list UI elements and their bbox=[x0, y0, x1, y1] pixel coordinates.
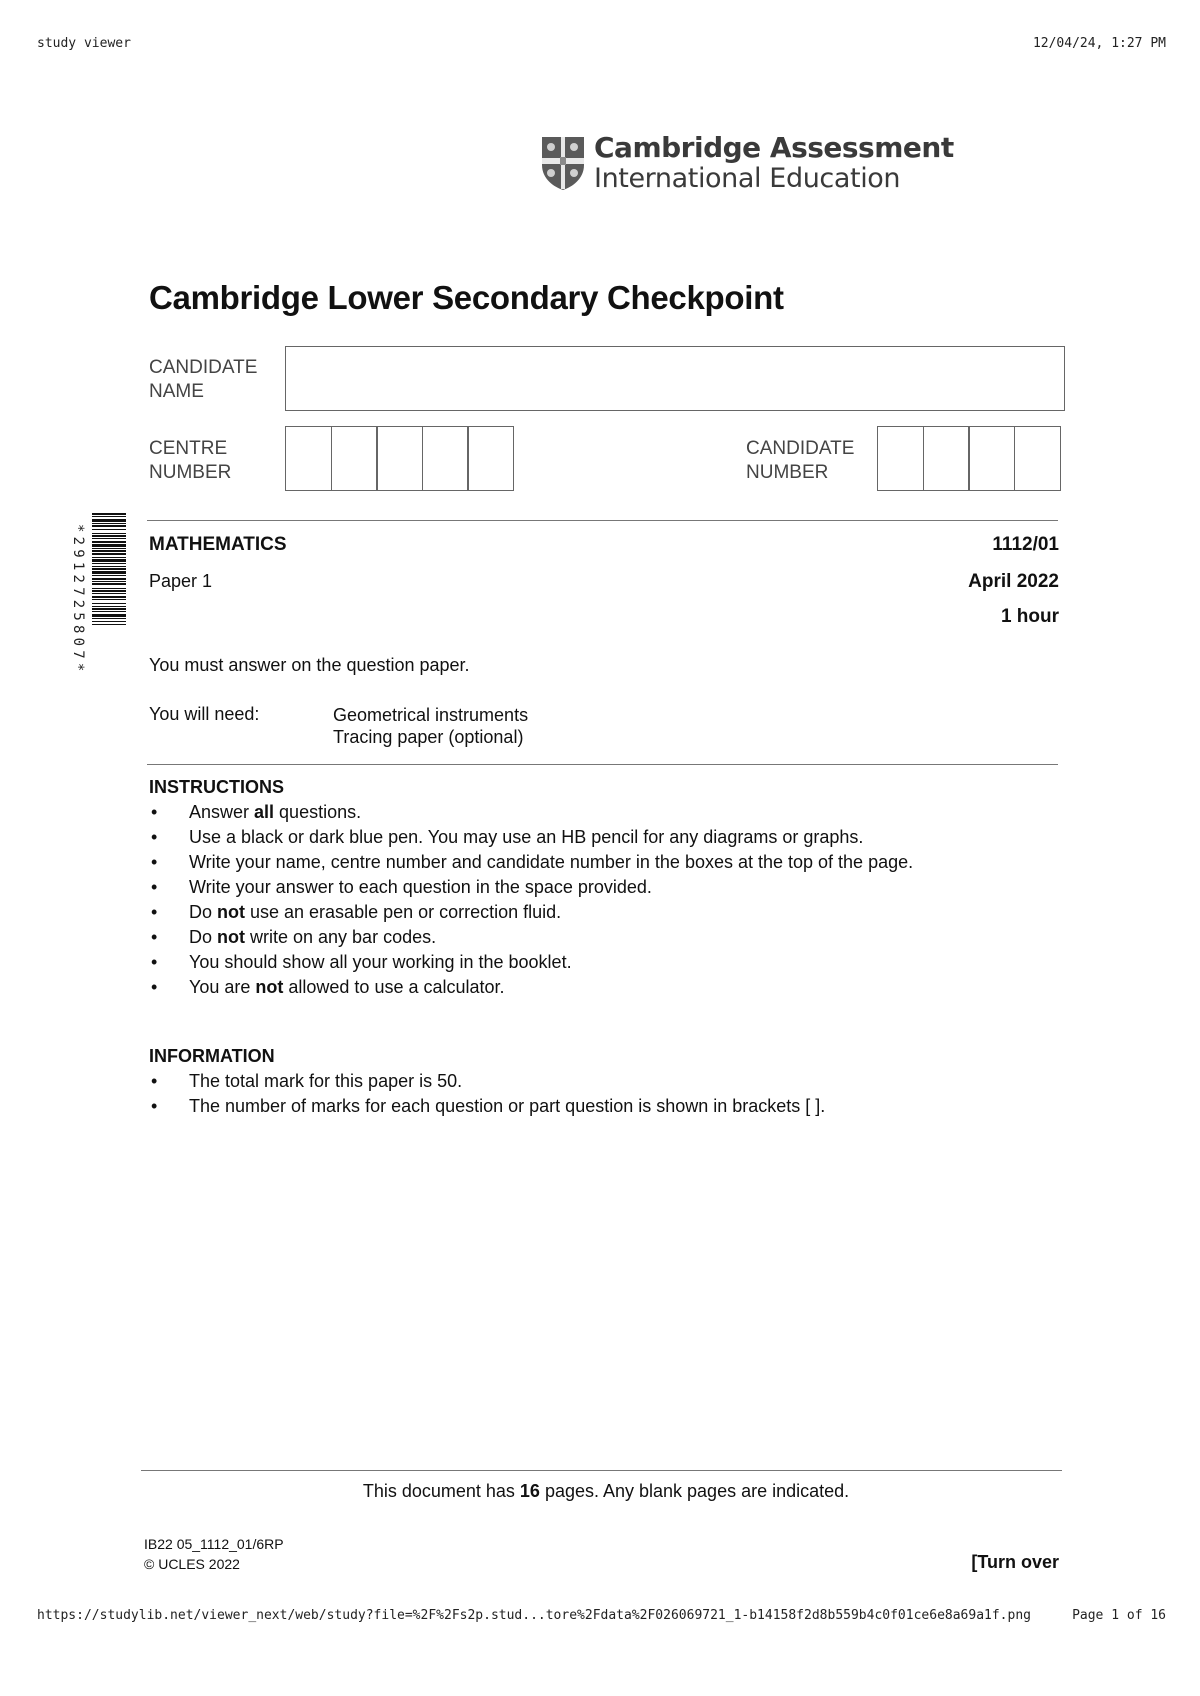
instructions-heading: INSTRUCTIONS bbox=[149, 777, 284, 797]
centre-number-boxes[interactable] bbox=[285, 426, 514, 491]
browser-url[interactable]: https://studylib.net/viewer_next/web/study?file=%2F%2Fs2p.stud...tore%2Fdata%2F026069721_1-b14158f2d8b559b4c0f01ce6e8a69a1f.png bbox=[37, 1608, 1031, 1623]
barcode-bar bbox=[92, 599, 126, 600]
barcode-bar bbox=[92, 513, 126, 515]
barcode-bar bbox=[92, 578, 126, 580]
barcode-bar bbox=[92, 523, 126, 524]
barcode-bar bbox=[92, 544, 126, 547]
logo-line-1: Cambridge Assessment bbox=[594, 131, 954, 164]
list-item: • You are not allowed to use a calculator. bbox=[149, 975, 1069, 1000]
barcode-bar bbox=[92, 611, 126, 612]
shield-icon bbox=[540, 135, 586, 191]
candidate-number-cell[interactable] bbox=[923, 426, 970, 491]
barcode-bar bbox=[92, 566, 126, 567]
logo-line-2: International Education bbox=[594, 163, 901, 194]
barcode-bar bbox=[92, 548, 126, 549]
barcode-bar bbox=[92, 603, 126, 604]
barcode-bar bbox=[92, 621, 126, 622]
barcode-bar bbox=[92, 538, 126, 539]
candidate-number-cell[interactable] bbox=[968, 426, 1015, 491]
barcode-bar bbox=[92, 541, 126, 543]
candidate-name-label: CANDIDATE NAME bbox=[149, 357, 258, 402]
barcode-bar bbox=[92, 525, 126, 527]
barcode-bar bbox=[92, 581, 126, 582]
barcode-bar bbox=[92, 596, 126, 598]
list-item: • Write your answer to each question in the space provided. bbox=[149, 875, 1069, 900]
answer-note: You must answer on the question paper. bbox=[149, 655, 470, 675]
list-item: • Write your name, centre number and candidate number in the boxes at the top of the page. bbox=[149, 850, 1069, 875]
barcode-bar bbox=[92, 563, 126, 564]
barcode-bar bbox=[92, 516, 126, 517]
need-item: Geometrical instruments bbox=[333, 705, 529, 725]
barcode-bar bbox=[92, 550, 126, 552]
copyright: © UCLES 2022 bbox=[144, 1556, 240, 1572]
list-item: • Do not use an erasable pen or correction fluid. bbox=[149, 900, 1069, 925]
divider bbox=[147, 520, 1058, 521]
barcode-bar bbox=[92, 618, 126, 619]
list-item: • The total mark for this paper is 50. bbox=[149, 1069, 1069, 1094]
list-item: • Use a black or dark blue pen. You may use an HB pencil for any diagrams or graphs. bbox=[149, 825, 1069, 850]
barcode-bar bbox=[92, 568, 126, 570]
centre-number-cell[interactable] bbox=[285, 426, 332, 491]
information-list bbox=[149, 1069, 1069, 1119]
centre-number-label: CENTRE NUMBER bbox=[149, 438, 232, 483]
barcode-bar bbox=[92, 535, 126, 537]
barcode-bar bbox=[92, 590, 126, 592]
barcode-bar bbox=[92, 606, 126, 607]
barcode-bar bbox=[92, 557, 126, 558]
turn-over: [Turn over bbox=[971, 1552, 1059, 1572]
candidate-number-label: CANDIDATE NUMBER bbox=[746, 438, 855, 483]
candidate-number-boxes[interactable] bbox=[877, 426, 1061, 491]
need-item: Tracing paper (optional) bbox=[333, 727, 524, 747]
centre-number-cell[interactable] bbox=[376, 426, 423, 491]
list-item: • You should show all your working in the booklet. bbox=[149, 950, 1069, 975]
browser-title: study viewer bbox=[37, 36, 131, 51]
barcode-bar bbox=[92, 559, 126, 562]
ref-code: IB22 05_1112_01/6RP bbox=[144, 1536, 284, 1552]
instructions-list bbox=[149, 800, 1069, 1000]
barcode-bar bbox=[92, 624, 126, 625]
list-item: • Answer all questions. bbox=[149, 800, 1069, 825]
barcode-bar bbox=[92, 583, 126, 585]
barcode-bar bbox=[92, 571, 126, 574]
divider bbox=[141, 1470, 1062, 1471]
cambridge-logo bbox=[540, 132, 954, 194]
barcode-bar bbox=[92, 614, 126, 617]
paper-number: Paper 1 bbox=[149, 571, 213, 591]
need-label: You will need: bbox=[149, 704, 260, 724]
centre-number-cell[interactable] bbox=[422, 426, 469, 491]
need-items bbox=[333, 704, 528, 748]
doc-reference bbox=[144, 1534, 284, 1574]
information-heading: INFORMATION bbox=[149, 1046, 275, 1066]
barcode-bar bbox=[92, 553, 126, 555]
divider bbox=[147, 764, 1058, 765]
barcode-bar bbox=[92, 575, 126, 576]
barcode-bar bbox=[92, 608, 126, 610]
barcode-bar bbox=[92, 529, 126, 530]
candidate-name-box[interactable] bbox=[285, 346, 1065, 411]
list-item: • The number of marks for each question or part question is shown in brackets [ ]. bbox=[149, 1094, 1069, 1119]
list-item: • Do not write on any bar codes. bbox=[149, 925, 1069, 950]
browser-page-indicator: Page 1 of 16 bbox=[1072, 1608, 1166, 1623]
exam-duration: 1 hour bbox=[1000, 606, 1059, 627]
barcode-bar bbox=[92, 533, 126, 534]
centre-number-cell[interactable] bbox=[467, 426, 514, 491]
candidate-number-cell[interactable] bbox=[877, 426, 924, 491]
paper-code: 1112/01 bbox=[992, 534, 1059, 555]
barcode-digits: *2912725807* bbox=[70, 524, 86, 676]
centre-number-cell[interactable] bbox=[331, 426, 378, 491]
barcode-bar bbox=[92, 519, 126, 522]
page-count-note: This document has 16 pages. Any blank pages are indicated. bbox=[362, 1481, 850, 1501]
exam-session: April 2022 bbox=[968, 571, 1059, 592]
barcode-bar bbox=[92, 588, 126, 589]
subject: MATHEMATICS bbox=[149, 534, 287, 555]
browser-datetime: 12/04/24, 1:27 PM bbox=[1032, 36, 1166, 51]
barcode-bar bbox=[92, 593, 126, 594]
candidate-number-cell[interactable] bbox=[1014, 426, 1061, 491]
exam-title: Cambridge Lower Secondary Checkpoint bbox=[149, 279, 784, 316]
